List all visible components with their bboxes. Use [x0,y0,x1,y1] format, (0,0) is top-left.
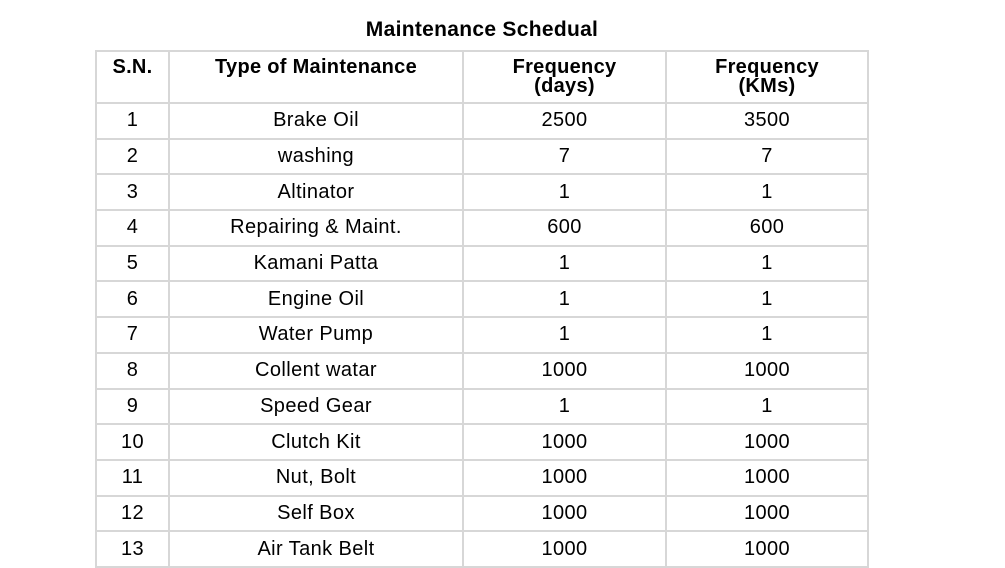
cell-kms: 1 [667,318,869,354]
cell-days: 1 [464,282,667,318]
header-frequency-kms [667,52,869,104]
header-sn: S.N. [97,52,170,104]
cell-days: 1 [464,318,667,354]
cell-type: Repairing & Maint. [170,211,464,247]
cell-kms: 1 [667,282,869,318]
cell-sn: 10 [97,425,170,461]
cell-type: Nut, Bolt [170,461,464,497]
cell-kms: 1 [667,247,869,283]
table-row [97,282,869,318]
table-row [97,532,869,568]
cell-days: 600 [464,211,667,247]
cell-type: Clutch Kit [170,425,464,461]
header-frequency-days-line2: (days) [534,75,595,97]
cell-days: 1000 [464,497,667,533]
table-row [97,354,869,390]
cell-sn: 11 [97,461,170,497]
header-frequency-kms-line2: (KMs) [738,75,796,97]
table-row [97,211,869,247]
cell-type: Altinator [170,175,464,211]
cell-days: 1 [464,390,667,426]
table-row [97,140,869,176]
cell-type: Brake Oil [170,104,464,140]
cell-days: 7 [464,140,667,176]
cell-days: 2500 [464,104,667,140]
table-row [97,461,869,497]
cell-sn: 2 [97,140,170,176]
cell-kms: 7 [667,140,869,176]
cell-type: Kamani Patta [170,247,464,283]
table-row [97,175,869,211]
cell-type: washing [170,140,464,176]
cell-type: Collent watar [170,354,464,390]
cell-sn: 6 [97,282,170,318]
cell-type: Self Box [170,497,464,533]
cell-kms: 1 [667,390,869,426]
header-type: Type of Maintenance [170,52,464,104]
header-row [97,52,869,104]
maintenance-table [95,50,869,568]
table-row [97,104,869,140]
table-row [97,318,869,354]
cell-kms: 1000 [667,532,869,568]
table-row [97,497,869,533]
cell-sn: 3 [97,175,170,211]
cell-days: 1 [464,247,667,283]
header-frequency-kms-line1: Frequency [715,56,819,78]
cell-sn: 8 [97,354,170,390]
cell-days: 1 [464,175,667,211]
cell-type: Engine Oil [170,282,464,318]
cell-sn: 13 [97,532,170,568]
cell-kms: 600 [667,211,869,247]
header-frequency-days [464,52,667,104]
cell-sn: 4 [97,211,170,247]
cell-sn: 7 [97,318,170,354]
cell-days: 1000 [464,354,667,390]
table-title: Maintenance Schedual [365,18,599,41]
cell-days: 1000 [464,532,667,568]
cell-sn: 1 [97,104,170,140]
table-row [97,390,869,426]
cell-type: Water Pump [170,318,464,354]
cell-sn: 5 [97,247,170,283]
header-frequency-days-line1: Frequency [512,56,617,78]
cell-kms: 1000 [667,497,869,533]
cell-type: Speed Gear [170,390,464,426]
cell-sn: 9 [97,390,170,426]
cell-kms: 1000 [667,461,869,497]
cell-days: 1000 [464,461,667,497]
cell-kms: 1000 [667,425,869,461]
table-row [97,425,869,461]
cell-kms: 1000 [667,354,869,390]
cell-kms: 1 [667,175,869,211]
table-row [97,247,869,283]
cell-type: Air Tank Belt [170,532,464,568]
cell-days: 1000 [464,425,667,461]
cell-kms: 3500 [667,104,869,140]
cell-sn: 12 [97,497,170,533]
